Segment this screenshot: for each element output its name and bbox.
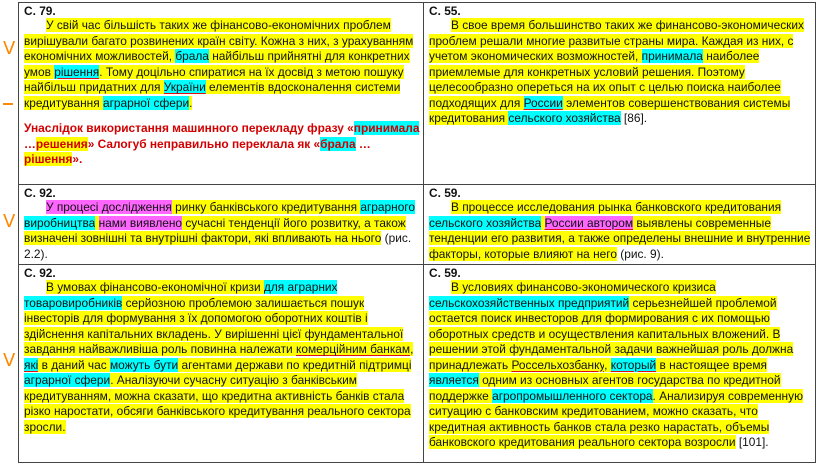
highlighted-phrase: аграрної сфери <box>24 373 111 387</box>
russian-cell <box>424 185 816 265</box>
text-run: [101]. <box>735 435 769 449</box>
highlighted-phrase: В умовах фінансово-економічної кризи <box>46 280 264 294</box>
highlighted-phrase: . Анализируя современную ситуацию с банковским кредитованием, можно сказать, что кредитная активность банков стала резко нарастать, объемы банковского кредитования реального сектора возросли <box>429 388 803 449</box>
ukrainian-cell <box>19 265 424 463</box>
dash-mark <box>3 103 13 105</box>
highlighted-phrase: У свій час більшість таких же фінансово-економічних проблем вирішували багато розвинених країн світу. Кожна з них, з урахуванням економічних можливостей, <box>24 18 414 63</box>
highlighted-phrase: наиболее приемлемые для конкретных условий решения. Поэтому целесообразно опереться на их опыт с целью поиска наиболее подходящих для <box>429 49 781 110</box>
highlighted-phrase: одним из основных агентов государства по кредитной поддержке <box>429 373 781 403</box>
comparison-table <box>18 2 816 463</box>
highlighted-phrase: У процесі дослідження <box>46 200 172 214</box>
highlighted-phrase: , <box>604 357 611 372</box>
ukrainian-cell <box>19 3 424 185</box>
highlighted-phrase: В процессе исследования рынка банковского кредитования <box>451 200 782 214</box>
highlighted-phrase: для аграрних товаровиробників <box>24 280 338 310</box>
highlighted-phrase: В условиях финансово-экономического кризиса <box>451 280 716 294</box>
text-run: … <box>24 136 36 151</box>
text-run: [86]. <box>620 111 648 125</box>
underlined-phrase: рішення <box>54 64 100 79</box>
check-mark-icon: V <box>3 211 16 232</box>
highlighted-phrase: найбільш прийнятні для конкретних умов <box>24 49 410 79</box>
page-ref: С. 92. <box>24 266 56 280</box>
underlined-phrase: України <box>163 80 206 94</box>
text-run: ». <box>72 152 83 166</box>
highlighted-phrase: серйозною проблемою залишається пошук інвесторів для формування з їх допомогою оборотних коштів і здійснення капітальних вкладень. У вирішенні цієї фундаментальної завдання найважливіша роль повинна належати <box>24 295 404 356</box>
highlighted-phrase: в даний час <box>38 357 110 372</box>
highlighted-phrase: сельского хозяйства <box>429 215 542 230</box>
highlighted-phrase: сучасні тенденції його розвитку, а також визначені зовнішні та внутрішні фактори, які впливають на нього <box>24 215 406 245</box>
underlined-phrase: Россельхозбанку <box>511 357 605 372</box>
highlighted-phrase: брала <box>175 49 209 63</box>
text-run: (рис. 2.2). <box>24 231 412 261</box>
highlighted-phrase: , <box>410 342 414 356</box>
page-ref: С. 92. <box>24 186 56 200</box>
check-mark-icon: V <box>3 38 16 59</box>
ukrainian-text <box>24 200 420 262</box>
page-ref: С. 59. <box>429 266 461 280</box>
text-run: … <box>355 136 371 151</box>
highlighted-phrase: ринку банківського кредитування <box>171 200 361 214</box>
highlighted-phrase: сельскохозяйственных предприятий <box>429 295 630 310</box>
russian-text <box>429 280 812 451</box>
highlighted-phrase: . Тому доцільно спиратися на їх досвід з метою пошуку найбільш придатних для <box>24 64 404 94</box>
ukrainian-text <box>24 18 420 111</box>
highlighted-phrase: сельского хозяйства <box>508 111 621 125</box>
page-ref: С. 55. <box>429 4 461 18</box>
underlined-phrase: які <box>24 357 39 372</box>
table-row <box>19 185 816 265</box>
highlighted-phrase: аграрної сфери <box>102 95 190 110</box>
highlighted-phrase: серьезнейшей проблемой остается поиск инвесторов для формирования с их помощью оборотных средств и осуществления капитальных вложений. В решении этой фундаментальной задачи важнейшая роль должна принадлежать <box>429 295 794 372</box>
text-run: » Салогуб неправильно переклала як « <box>87 136 321 151</box>
russian-text <box>429 200 812 262</box>
russian-cell <box>424 265 816 463</box>
highlighted-phrase: нами виявлено <box>98 215 183 230</box>
check-mark-icon: V <box>3 350 16 371</box>
underlined-phrase: России автором <box>544 215 634 230</box>
underlined-phrase: который <box>610 357 657 372</box>
russian-text <box>429 18 812 127</box>
highlighted-phrase: в настоящее время <box>656 357 767 372</box>
highlighted-phrase: агропромышленного сектора <box>492 388 653 403</box>
ukrainian-cell <box>19 185 424 265</box>
page-ref: С. 59. <box>429 186 461 200</box>
table-row <box>19 265 816 463</box>
highlighted-phrase: принимала <box>641 49 703 63</box>
highlighted-phrase: . Аналізуючи сучасну ситуацію з банківським кредитуванням, можна сказати, що кредитна активність банків стала різко наростати, обсяги банківського кредитування реального сектора зросли. <box>24 373 411 434</box>
underlined-phrase: России <box>523 95 563 110</box>
highlighted-phrase: является <box>429 373 479 387</box>
highlighted-phrase: аграрного виробництва <box>24 200 416 230</box>
ukrainian-text <box>24 280 420 435</box>
highlighted-phrase: принимала <box>353 121 420 135</box>
text-run: (рис. 9). <box>616 246 664 261</box>
highlighted-phrase: . <box>189 95 193 110</box>
highlighted-phrase: элементов совершенствования системы кредитования <box>429 95 791 125</box>
highlighted-phrase: решения <box>35 136 88 151</box>
highlighted-phrase: В свое время большинство таких же финансово-экономических проблем решали многие развитые страны мира. Каждая из них, с учетом экономических возможностей, <box>429 18 804 63</box>
highlighted-phrase: агентами держави по кредитній підтримці <box>178 357 412 372</box>
highlighted-phrase: елементів вдосконалення системи кредитування <box>24 80 401 110</box>
analysis-note <box>24 121 420 168</box>
highlighted-phrase: брала <box>320 136 356 151</box>
text-run: Унаслідок використання машинного перекладу фразу « <box>24 121 354 135</box>
highlighted-phrase: можуть бути <box>109 357 179 372</box>
highlighted-phrase: выявлены современные тенденции его развития, а также определены внешние и внутренние факторы, которые влияют на него <box>429 215 811 261</box>
russian-cell <box>424 3 816 185</box>
table-row <box>19 3 816 185</box>
page-ref: С. 79. <box>24 4 56 18</box>
highlighted-phrase: рішення <box>24 152 73 166</box>
underlined-phrase: комерційним банкам <box>296 342 411 356</box>
